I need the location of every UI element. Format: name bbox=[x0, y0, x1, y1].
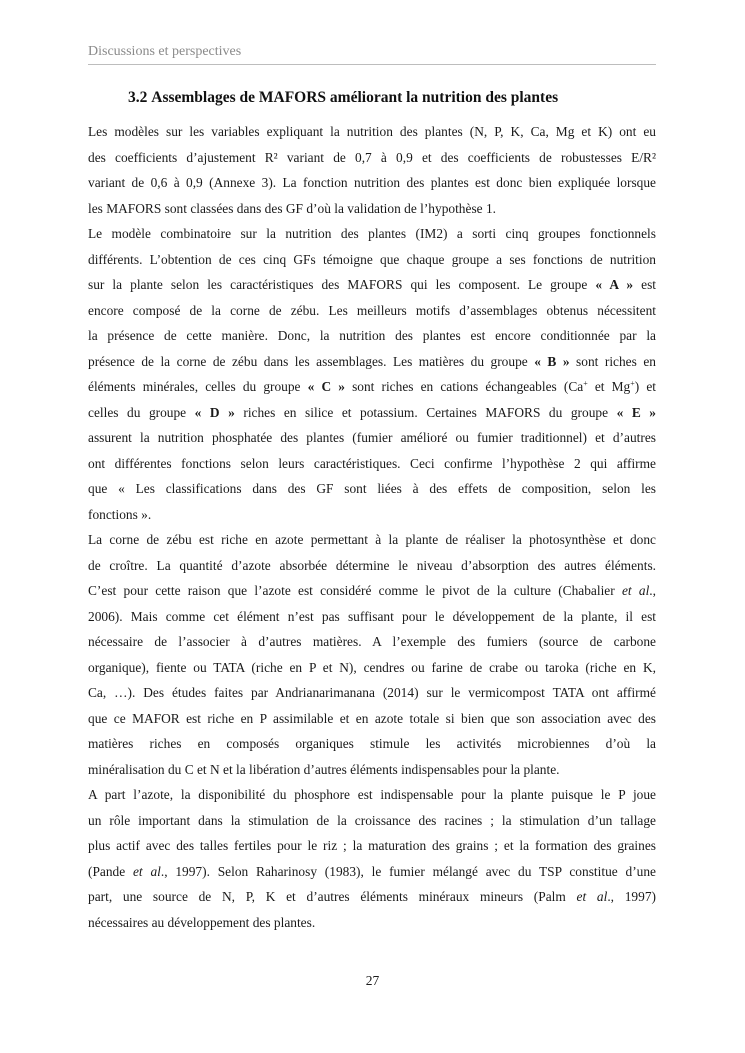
body-text bbox=[88, 119, 656, 935]
group-label: « C » bbox=[307, 379, 345, 394]
text-line: Le modèle combinatoire sur la nutrition des plantes (IM2) a sorti cinq groupes fonctionnels bbox=[88, 226, 656, 241]
text-line: un rôle important dans la stimulation de la croissance des racines ; la stimulation d’un tallage bbox=[88, 812, 656, 828]
section-number: 3.2 bbox=[128, 89, 148, 106]
text-line: nécessaires au développement des plantes. bbox=[88, 914, 316, 930]
section-title: Assemblages de MAFORS améliorant la nutrition des plantes bbox=[151, 89, 559, 106]
text-line: C’est pour cette raison que l’azote est considéré comme le pivot de la culture (Chabalier et al., bbox=[88, 583, 656, 598]
text-line: variant de 0,6 à 0,9 (Annexe 3). La fonction nutrition des plantes est donc bien expliquée lorsque bbox=[88, 175, 656, 190]
page-number: 27 bbox=[365, 973, 380, 988]
text-line: Ca, …). Des études faites par Andrianarimanana (2014) sur le vermicompost TATA ont affirmé bbox=[88, 685, 656, 700]
text-line: part, une source de N, P, K et d’autres éléments minéraux mineurs (Palm et al., 1997) bbox=[88, 889, 656, 904]
group-label: « E » bbox=[616, 404, 656, 420]
text-line: assurent la nutrition phosphatée des plantes (fumier amélioré ou fumier traditionnel) et d’autres bbox=[88, 430, 656, 445]
text-line: les MAFORS sont classées dans des GF d’où la validation de l’hypothèse 1. bbox=[88, 200, 496, 216]
text-line: Les modèles sur les variables expliquant la nutrition des plantes (N, P, K, Ca, Mg et K) ont eu bbox=[88, 124, 656, 139]
section-heading bbox=[128, 89, 558, 107]
text-line: ont différentes fonctions selon leurs caractéristiques. Ceci confirme l’hypothèse 2 qui affirme bbox=[88, 455, 656, 471]
text-line: (Pande et al., 1997). Selon Raharinosy (1983), le fumier mélangé avec du TSP constitue d’une bbox=[88, 863, 656, 879]
text-line: fonctions ». bbox=[88, 506, 152, 522]
text-line: 2006). Mais comme cet élément n’est pas suffisant pour le développement de la plante, il est bbox=[88, 608, 656, 624]
text-line: A part l’azote, la disponibilité du phosphore est indispensable pour la plante puisque le P joue bbox=[88, 787, 656, 802]
text-line: nécessaire de l’associer à d’autres matières. A l’exemple des fumiers (source de carbone bbox=[88, 634, 656, 649]
text-line: éléments minérales, celles du groupe « C » sont riches en cations échangeables (Ca+ et Mg+) et bbox=[88, 379, 656, 394]
text-line: encore composé de la corne de zébu. Les meilleurs motifs d’assemblages obtenus nécessitent bbox=[88, 302, 656, 318]
text-line: la présence de cette manière. Donc, la nutrition des plantes est encore conditionnée par la bbox=[88, 328, 656, 343]
text-line: La corne de zébu est riche en azote permettant à la plante de réaliser la photosynthèse et donc bbox=[88, 532, 656, 547]
text-line: que ce MAFOR est riche en P assimilable et en azote totale si bien que son association avec des bbox=[88, 710, 656, 726]
text-line: que « Les classifications dans des GF sont liées à des effets de composition, selon les bbox=[88, 481, 656, 496]
running-header: Discussions et perspectives bbox=[88, 44, 656, 65]
text-line: différents. L’obtention de ces cinq GFs témoigne que chaque groupe a ses fonctions de nutrition bbox=[88, 251, 656, 267]
text-line: sur la plante selon les caractéristiques des MAFORS qui les composent. Le groupe « A » est bbox=[88, 277, 657, 292]
text-line: celles du groupe « D » riches en silice et potassium. Certaines MAFORS du groupe « E » bbox=[88, 404, 656, 420]
text-line: minéralisation du C et N et la libération d’autres éléments indispensables pour la plante. bbox=[88, 761, 560, 777]
group-label: « B » bbox=[534, 353, 570, 369]
text-line: des coefficients d’ajustement R² variant de 0,7 à 0,9 et des coefficients de robustesses E/R² bbox=[88, 149, 656, 165]
group-label: « A » bbox=[595, 277, 634, 292]
group-label: « D » bbox=[194, 404, 235, 420]
text-line: plus actif avec des talles fertiles pour le riz ; la maturation des grains ; et la formation des graines bbox=[88, 838, 656, 853]
text-line: matières riches en composés organiques stimule les activités microbiennes d’où la bbox=[88, 736, 656, 751]
text-line: présence de la corne de zébu dans les assemblages. Les matières du groupe « B » sont riches en bbox=[88, 353, 656, 369]
text-line: organique), fiente ou TATA (riche en P et N), cendres ou farine de crabe ou taroka (riche en K, bbox=[88, 659, 656, 675]
text-line: de croître. La quantité d’azote absorbée détermine le niveau d’absorption des autres éléments. bbox=[88, 557, 656, 573]
